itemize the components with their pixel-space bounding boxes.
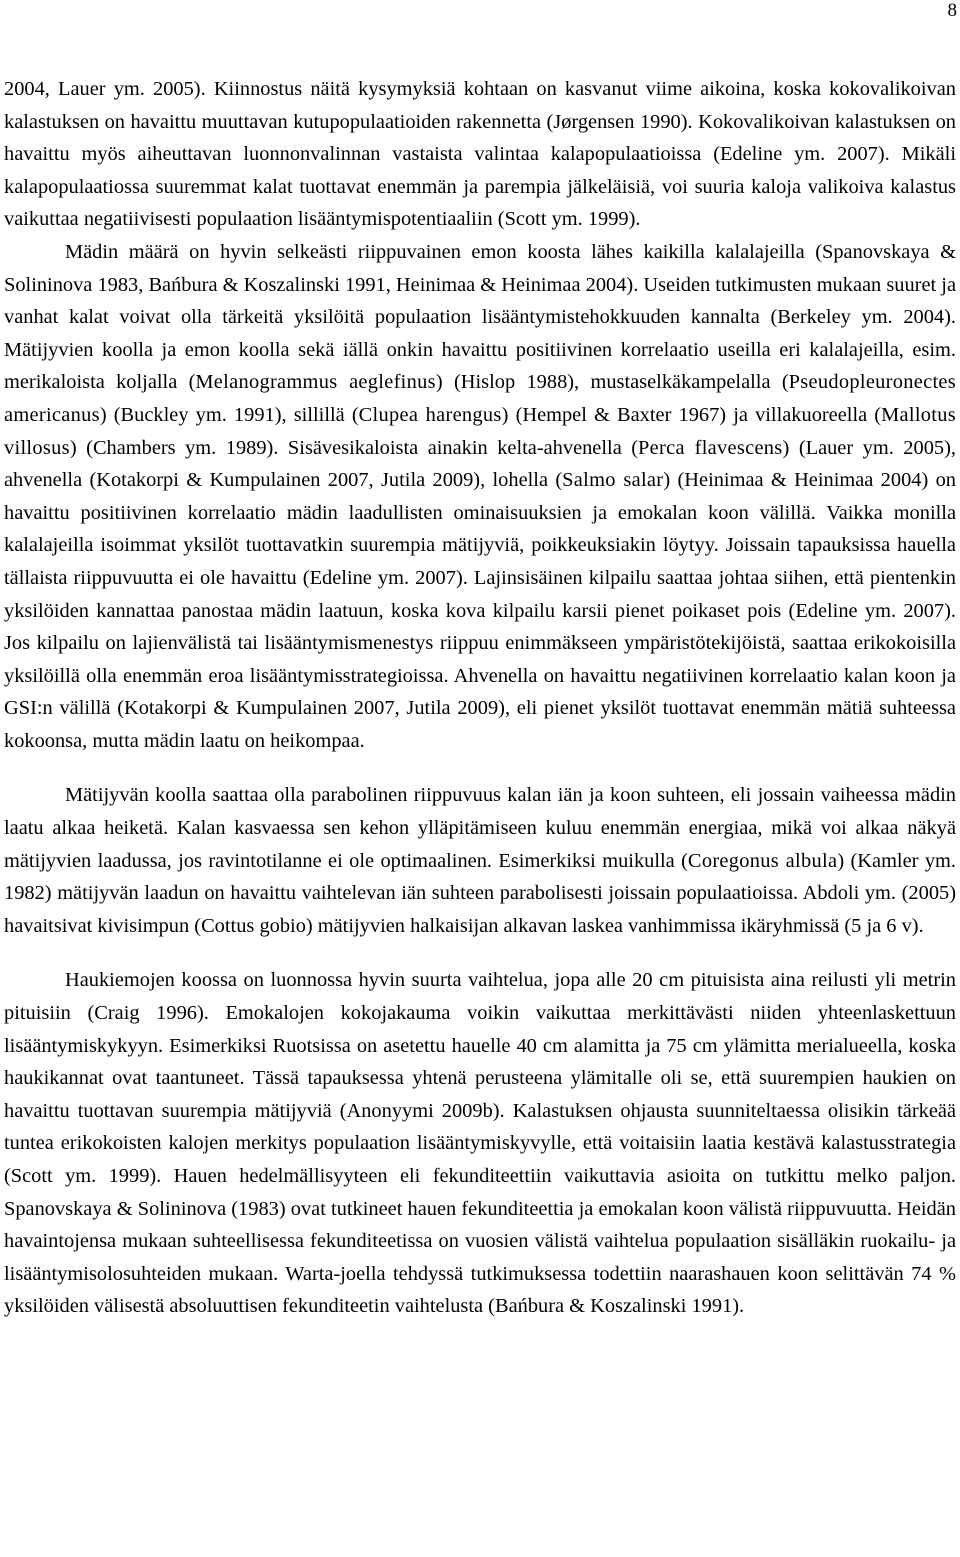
- species-name: Pseudopleuronectes americanus: [4, 371, 956, 426]
- paragraph-text: ) (Chambers ym. 1989). Sisävesikaloista ainakin kelta-ahvenella (: [69, 436, 639, 459]
- paragraph-text: ) (Kamler ym. 1982) mätijyvän laadun on havaittu vaihtelevan iän suhteen parabolisesti joissain populaatioissa. Abdoli ym. (2005) havaitsivat kivisimpun (Cottus gobio) mätijyvien halkaisijan alkavan laskea vanhimmissa ikäryhmissä (5 ja 6 v).: [4, 849, 956, 937]
- paragraph-text: ) (Buckley ym. 1991), sillillä (: [99, 403, 359, 426]
- species-name: Clupea harengus: [358, 403, 502, 426]
- species-name: Perca flavescens: [638, 436, 783, 459]
- paragraph-text: ) (Hislop 1988), mustaselkäkampelalla (: [435, 371, 789, 394]
- species-name: Coregonus albula: [687, 849, 838, 872]
- paragraph-text: ) (Lauer ym. 2005), ahvenella (Kotakorpi & Kumpulainen 2007, Jutila 2009), lohella (: [4, 436, 956, 492]
- species-name: Melanogrammus aeglefinus: [195, 371, 436, 394]
- document-body: [4, 73, 956, 1323]
- paragraph-text: Haukiemojen koossa on luonnossa hyvin suurta vaihtelua, jopa alle 20 cm pituisista aina reilusti yli metrin pituisiin (Craig 1996). Emokalojen kokojakauma voikin vaikuttaa merkittävästi niiden yhteenlaskettuun lisääntymiskykyyn. Esimerkiksi Ruotsissa on asetettu hauelle 40 cm alamitta ja 75 cm ylämitta merialueella, koska haukikannat ovat taantuneet. Tässä tapauksessa yhtenä perusteena ylämitalle oli se, että suurempien haukien on havaittu tuottavan suurempia mätijyviä (Anonyymi 2009b). Kalastuksen ohjausta suunniteltaessa olisikin tärkeää tuntea erikokoisten kalojen merkitys populaation lisääntymiskyvylle, että voitaisiin laatia kestävä kalastusstrategia (Scott ym. 1999). Hauen hedelmällisyyteen eli fekunditeettiin vaikuttavia asioita on tutkittu melko paljon. Spanovskaya & Solininova (1983) ovat tutkineet hauen fekunditeettia ja emokalan koon välistä riippuvuutta. Heidän havaintojensa mukaan suhteellisessa fekunditeetissa on vuosien välistä vaihtelua populaation sisälläkin ruokailu- ja lisääntymisolosuhteiden mukaan. Warta-joella tehdyssä tutkimuksessa todettiin naarashauen koon selittävän 74 % yksilöiden välisestä absoluuttisen fekunditeetin vaihtelusta (Bańbura & Koszalinski 1991).: [4, 969, 956, 1318]
- paragraph-text: ) (Hempel & Baxter 1967) ja villakuoreella (: [501, 403, 882, 426]
- paragraph-text: ) (Heinimaa & Heinimaa 2004) on havaittu positiivinen korrelaatio mädin laadullisten ominaisuuksien ja emokalan koon välillä. Vaikka monilla kalalajeilla isoimmat yksilöt tuottavatkin suurempia mätijyviä, poikkeuksiakin löytyy. Joissain tapauksissa hauella tällaista riippuvuutta ei ole havaittu (Edeline ym. 2007). Lajinsisäinen kilpailu saattaa johtaa siihen, että pientenkin yksilöiden kannattaa panostaa mädin laatuun, koska kova kilpailu karsii pienet poikaset pois (Edeline ym. 2007). Jos kilpailu on lajienvälistä tai lisääntymismenestys riippuu enimmäkseen ympäristötekijöistä, saattaa erikokoisilla yksilöillä olla enemmän eroa lisääntymisstrategioissa. Ahvenella on havaittu negatiivinen korrelaatio kalan koon ja GSI:n välillä (Kotakorpi & Kumpulainen 2007, Jutila 2009), eli pienet yksilöt tuottavat enemmän mätiä suhteessa kokoonsa, mutta mädin laatu on heikompaa.: [4, 469, 956, 752]
- paragraph-3: [4, 779, 956, 942]
- paragraph-text: Mätijyvän koolla saattaa olla parabolinen riippuvuus kalan iän ja koon suhteen, eli jossain vaiheessa mädin laatu alkaa heiketä. Kalan kasvaessa sen kehon ylläpitämiseen kuluu enemmän energiaa, mikä voi alkaa näkyä mätijyvien laadussa, jos ravintotilanne ei ole optimaalinen. Esimerkiksi muikulla (: [4, 784, 956, 872]
- species-name: Salmo salar: [562, 469, 664, 492]
- paragraph-4: [4, 964, 956, 1323]
- paragraph-1: [4, 73, 956, 236]
- paragraph-2: [4, 236, 956, 758]
- paragraph-text: 2004, Lauer ym. 2005). Kiinnostus näitä kysymyksiä kohtaan on kasvanut viime aikoina, koska kokovalikoivan kalastuksen on havaittu muuttavan kutupopulaatioiden rakennetta (Jørgensen 1990). Kokovalikoivan kalastuksen on havaittu myös aiheuttavan luonnonvalinnan vastaista valintaa kalapopulaatioissa (Edeline ym. 2007). Mikäli kalapopulaatiossa suuremmat kalat tuottavat enemmän ja parempia jälkeläisiä, voi suuria kaloja valikoiva kalastus vaikuttaa negatiivisesti populaation lisääntymispotentiaaliin (Scott ym. 1999).: [4, 78, 956, 231]
- page-number: 8: [947, 0, 957, 21]
- species-name: Mallotus villosus: [4, 403, 956, 459]
- paragraph-text: Mädin määrä on hyvin selkeästi riippuvainen emon koosta lähes kaikilla kalalajeilla (Spanovskaya & Solininova 1983, Bańbura & Koszalinski 1991, Heinimaa & Heinimaa 2004). Useiden tutkimusten mukaan suuret ja vanhat kalat voivat olla tärkeitä yksilöitä populaation lisääntymistehokkuuden kannalta (Berkeley ym. 2004). Mätijyvien koolla ja emon koolla sekä iällä onkin havaittu positiivinen korrelaatio useilla eri kalalajeilla, esim. merikaloista koljalla (: [4, 240, 956, 394]
